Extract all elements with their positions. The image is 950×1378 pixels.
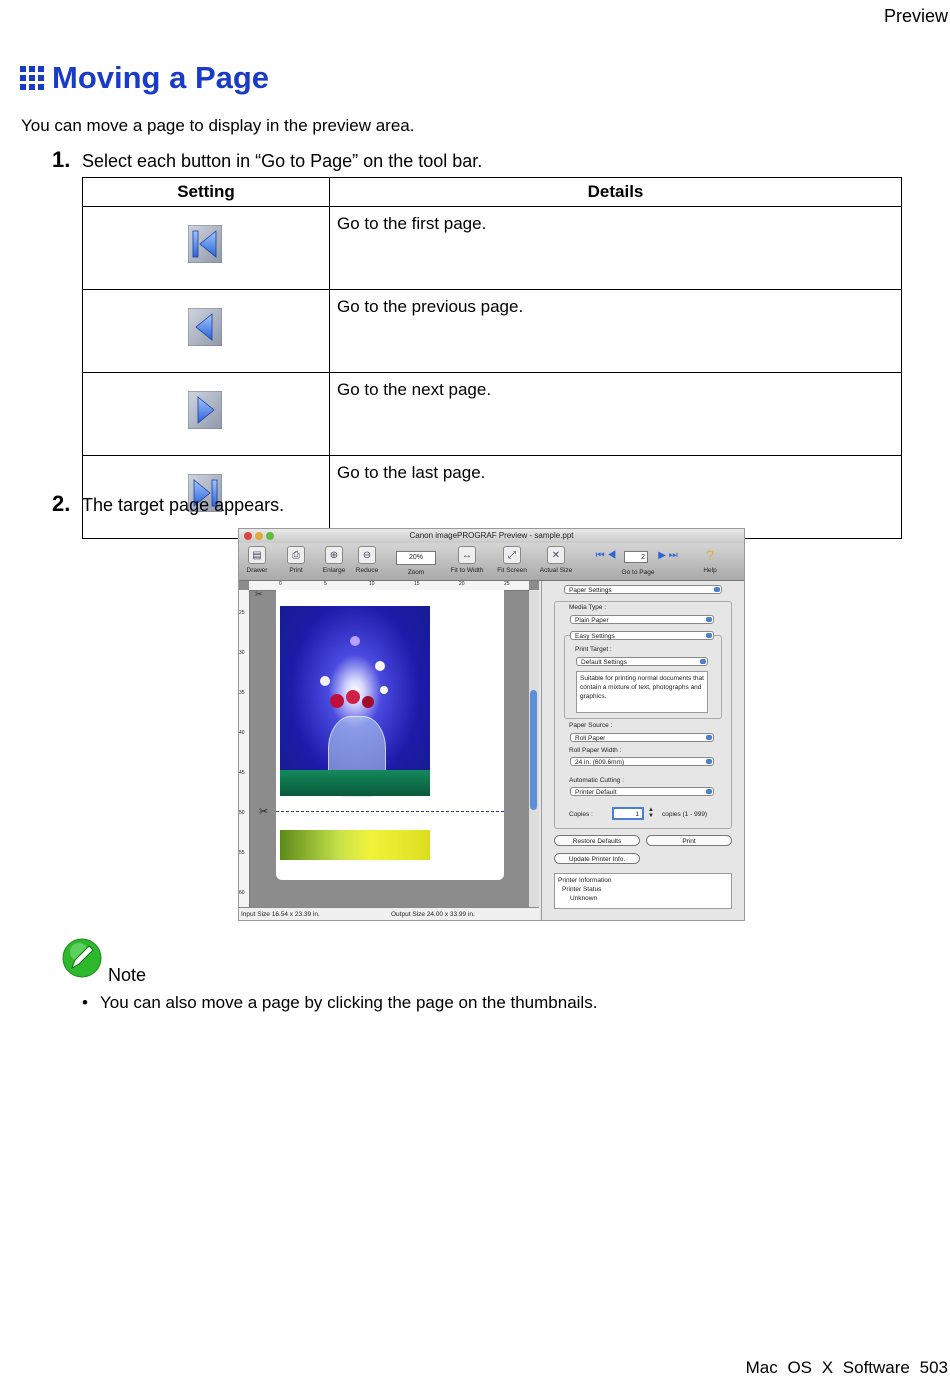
toolbar (239, 543, 744, 581)
step-number: 1. (52, 147, 71, 172)
minimize-icon[interactable] (255, 532, 263, 540)
enlarge-button[interactable]: ⊕ Enlarge (319, 546, 349, 574)
drawer-button[interactable]: ▤ Drawer (243, 546, 271, 574)
row-details: Go to the last page. (330, 456, 902, 539)
zoom-out-icon: ⊖ (358, 546, 376, 564)
step-1 (52, 147, 482, 173)
media-type-select[interactable]: Plain Paper (570, 615, 714, 624)
input-size: Input Size 16.54 x 23.39 in. (241, 911, 320, 918)
paper-settings-menu[interactable]: Paper Settings (564, 585, 722, 594)
zoom-label: Zoom (407, 569, 425, 576)
preview-window-screenshot (238, 528, 745, 921)
output-size: Output Size 24.00 x 33.99 in. (391, 911, 475, 918)
status-bar (239, 907, 539, 921)
note-pencil-icon (60, 938, 104, 980)
grid-icon (20, 66, 44, 90)
print-button[interactable]: Print (646, 835, 732, 846)
column-header-details: Details (330, 178, 902, 207)
row-details: Go to the first page. (330, 207, 902, 290)
page-footer (746, 1358, 948, 1378)
drawer-icon: ▤ (248, 546, 266, 564)
print-toolbar-button[interactable]: ⎙ Print (283, 546, 309, 574)
printer-icon: ⎙ (287, 546, 305, 564)
footer-section: Mac OS X Software (745, 1358, 910, 1377)
help-icon: ? (706, 547, 714, 563)
step-text: The target page appears. (82, 495, 285, 515)
printer-info-box: Printer Information Printer Status Unknown (554, 873, 732, 909)
copies-input[interactable]: 1 (612, 807, 644, 820)
fit-screen-button[interactable]: ⤢ Fit Screen (494, 546, 530, 574)
automatic-cutting-select[interactable]: Printer Default (570, 787, 714, 796)
help-button[interactable]: ? Help (699, 546, 721, 574)
vertical-ruler: 25 30 35 40 45 50 55 60 (239, 590, 250, 907)
first-page-icon (188, 225, 222, 263)
row-details: Go to the previous page. (330, 290, 902, 373)
page-title (20, 60, 269, 96)
window-titlebar (239, 529, 744, 543)
zoom-select[interactable]: 20% (396, 551, 436, 565)
paper-source-select[interactable]: Roll Paper (570, 733, 714, 742)
table-row (83, 373, 902, 456)
row-details: Go to the next page. (330, 373, 902, 456)
next-last-page-buttons[interactable]: ▶ ⏭ (658, 550, 678, 561)
fit-width-icon: ↔ (458, 546, 476, 564)
actual-size-button[interactable]: ✕ Actual Size (536, 546, 576, 574)
reduce-button[interactable]: ⊖ Reduce (352, 546, 382, 574)
step-2 (52, 491, 284, 517)
settings-panel: Paper Settings Media Type : Plain Paper Easy Settings Print Target : Default Settings Suitable for printing normal documents that contain a mixture of text, photographs and graphics. Paper Source : Roll Paper Roll Paper Width : 24 in. (609.6mm) Automatic Cutting : Printer Default Copies : 1 ▲ ▼ copies (1 - 999) Restore Defaults Print Update Printer Info. Printer Information Printer Status Unknown (541, 581, 745, 921)
note-label: Note (108, 965, 147, 985)
title-text: Moving a Page (52, 60, 270, 95)
column-header-setting: Setting (83, 178, 330, 207)
print-target-select[interactable]: Default Settings (576, 657, 708, 666)
copies-stepper-icon[interactable]: ▲ ▼ (648, 807, 654, 819)
cut-line (276, 811, 504, 812)
page-number: 503 (919, 1358, 948, 1377)
roll-width-select[interactable]: 24 in. (609.6mm) (570, 757, 714, 766)
scissors-icon: ✂ (255, 589, 263, 599)
note-bullet-text: You can also move a page by clicking the page on the thumbnails. (100, 993, 598, 1012)
go-to-page-table (82, 177, 902, 539)
page-number-input[interactable]: 2 (624, 551, 648, 563)
step-number: 2. (52, 491, 71, 516)
close-icon[interactable] (244, 532, 252, 540)
go-to-page-label: Go to Page (621, 569, 655, 576)
table-row (83, 290, 902, 373)
actual-size-icon: ✕ (547, 546, 565, 564)
previous-page-icon (188, 308, 222, 346)
scissors-icon: ✂ (259, 806, 269, 818)
step-text: Select each button in “Go to Page” on the tool bar. (82, 151, 483, 171)
zoom-in-icon: ⊕ (325, 546, 343, 564)
first-previous-page-buttons[interactable]: ⏮ ◀ (595, 550, 617, 561)
easy-settings-select[interactable]: Easy Settings (570, 631, 714, 640)
description-box: Suitable for printing normal documents that contain a mixture of text, photographs and graphics. (576, 671, 708, 713)
flower-photo (280, 606, 430, 796)
restore-defaults-button[interactable]: Restore Defaults (554, 835, 640, 846)
horizontal-ruler: 0 5 10 15 20 25 (249, 581, 529, 591)
note-bullet: • You can also move a page by clicking the page on the thumbnails. (82, 993, 598, 1012)
second-page-photo (280, 830, 430, 860)
zoom-window-icon[interactable] (266, 532, 274, 540)
next-page-icon (188, 391, 222, 429)
intro-text: You can move a page to display in the preview area. (21, 116, 415, 135)
preview-area[interactable] (239, 581, 539, 907)
fit-screen-icon: ⤢ (503, 546, 521, 564)
window-title: Canon imagePROGRAF Preview - sample.ppt (409, 531, 574, 540)
running-header: Preview (883, 6, 948, 26)
preview-page[interactable] (276, 590, 504, 880)
vertical-scrollbar[interactable] (529, 590, 539, 907)
fit-to-width-button[interactable]: ↔ Fit to Width (446, 546, 488, 574)
update-printer-info-button[interactable]: Update Printer Info. (554, 853, 640, 864)
table-row (83, 207, 902, 290)
